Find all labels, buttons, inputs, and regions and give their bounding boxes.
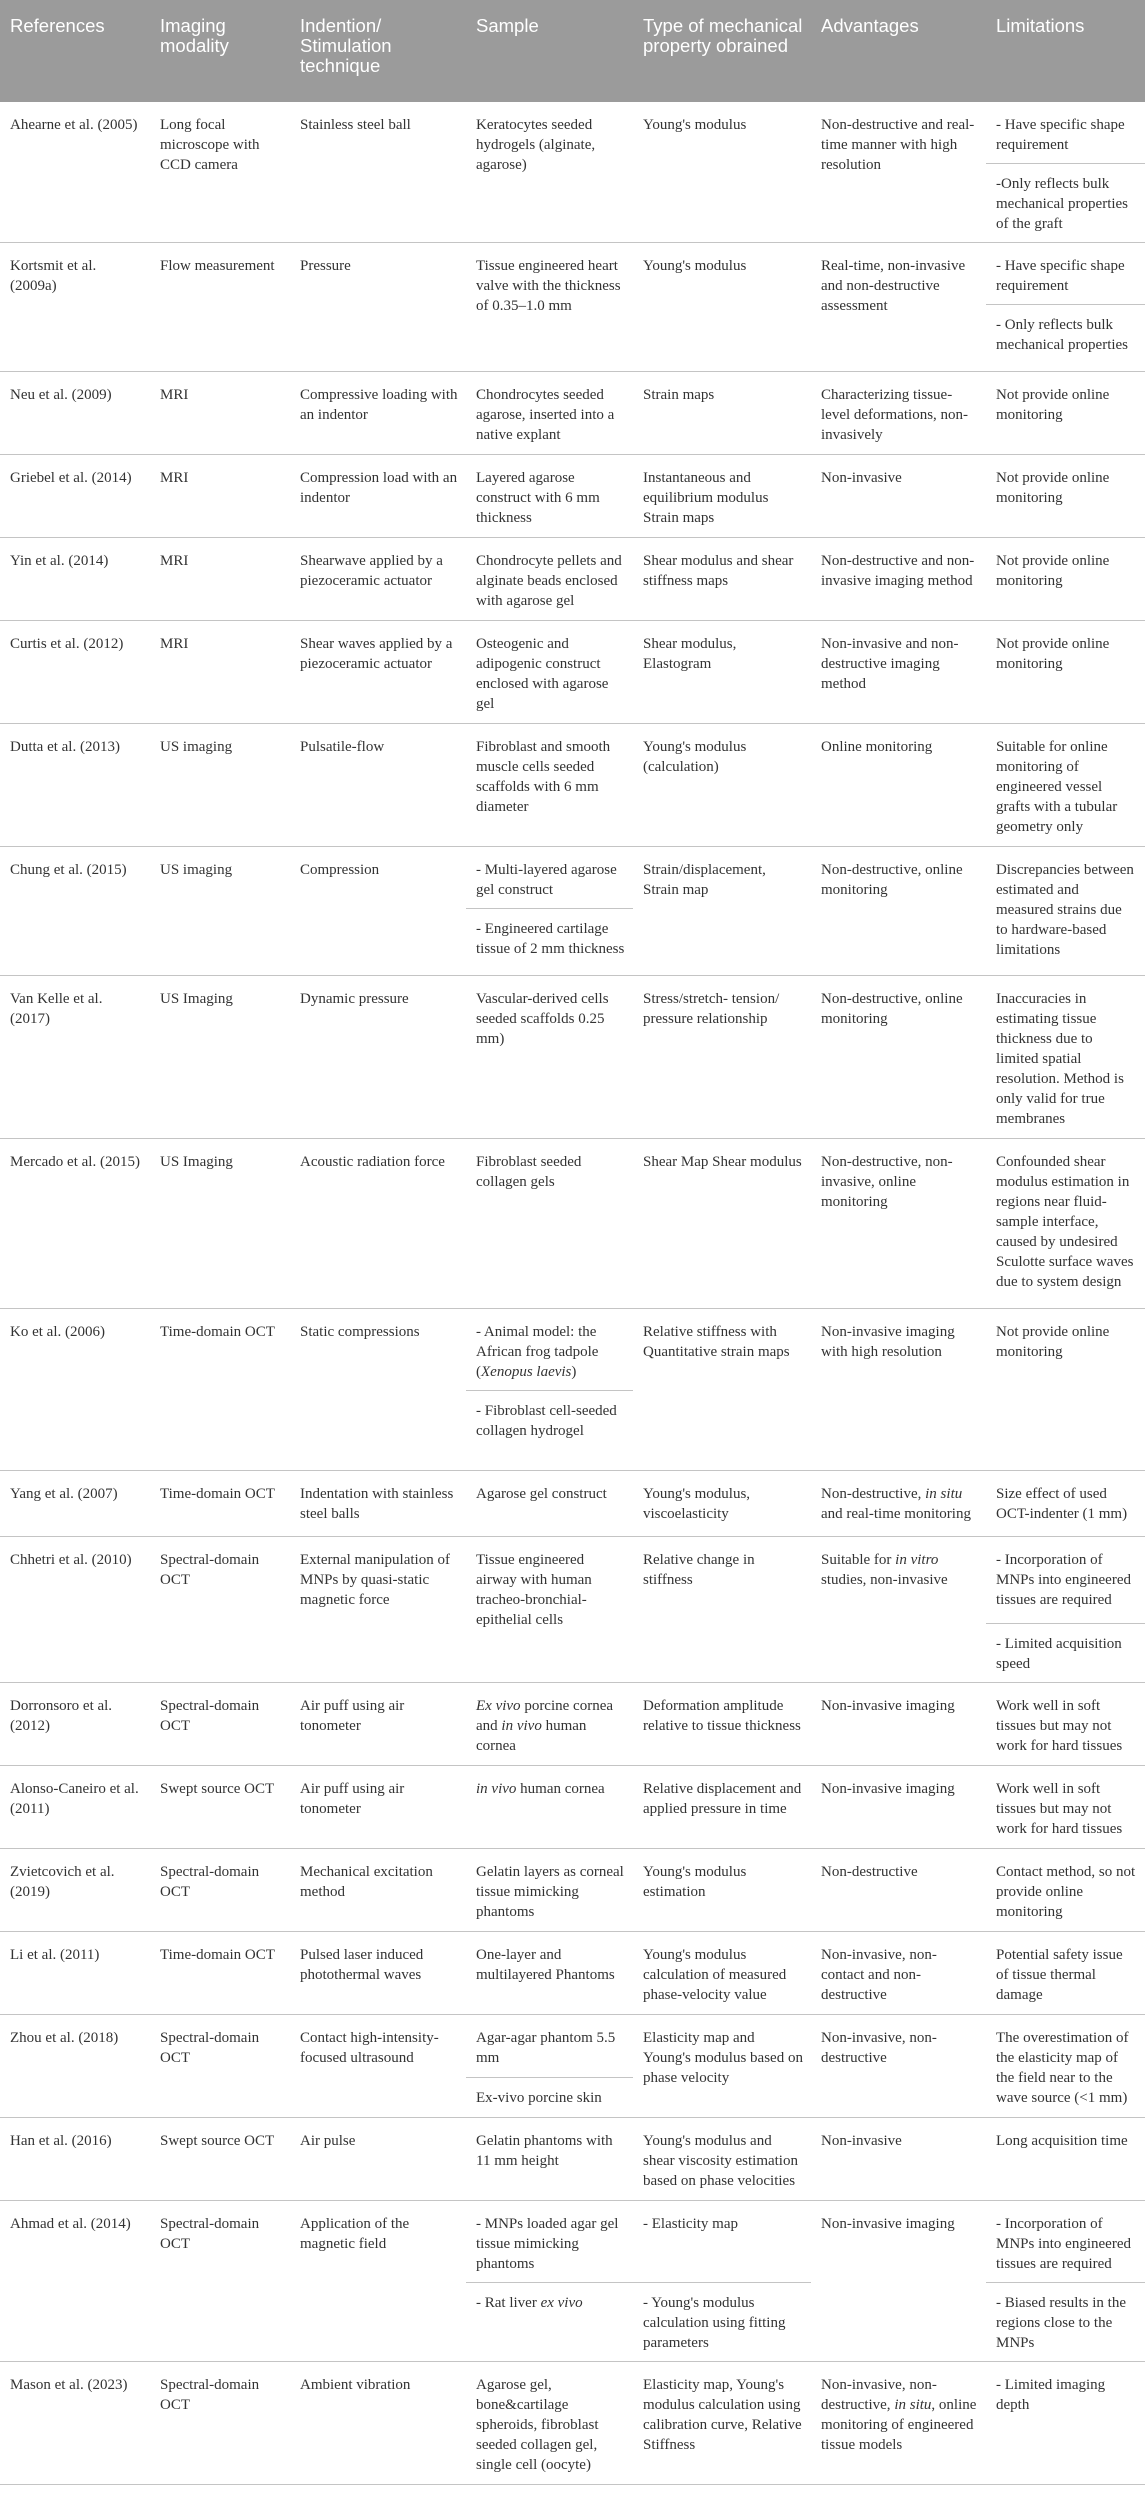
cell-mechanical-property: Young's modulus estimation — [633, 1849, 811, 1932]
table-row — [0, 1849, 1145, 1932]
cell-sample: Agarose gel construct — [466, 1471, 633, 1537]
cell-sample: Chondrocyte pellets and alginate beads enclosed with agarose gel — [466, 538, 633, 621]
cell-mechanical-property: Stress/stretch- tension/ pressure relationship — [633, 976, 811, 1139]
cell-advantages: Non-invasive imaging — [811, 1766, 986, 1849]
cell-imaging-modality: MRI — [150, 538, 290, 621]
header-limitations: Limitations — [986, 0, 1145, 102]
cell-imaging-modality: MRI — [150, 455, 290, 538]
cell-limitation: - Limited imaging depth — [986, 2362, 1145, 2485]
cell-technique: Application of the magnetic field — [290, 2201, 466, 2362]
table-body — [0, 102, 1145, 2485]
cell-limitation: Not provide online monitoring — [986, 455, 1145, 538]
cell-mechanical-property: Relative displacement and applied pressure in time — [633, 1766, 811, 1849]
cell-limitation: -Only reflects bulk mechanical properties of the graft — [986, 164, 1145, 243]
cell-imaging-modality: Time-domain OCT — [150, 1309, 290, 1471]
cell-mechanical-property: - Young's modulus calculation using fitting parameters — [633, 2283, 811, 2362]
cell-technique: Pressure — [290, 243, 466, 372]
cell-limitation: - Have specific shape requirement — [986, 243, 1145, 305]
cell-mechanical-property: Strain maps — [633, 372, 811, 455]
cell-sample: - Rat liver ex vivo — [466, 2283, 633, 2362]
cell-reference: Kortsmit et al. (2009a) — [0, 243, 150, 372]
cell-reference: Ahearne et al. (2005) — [0, 102, 150, 243]
cell-sample: Fibroblast and smooth muscle cells seeded scaffolds with 6 mm diameter — [466, 724, 633, 847]
cell-limitation: - Biased results in the regions close to the MNPs — [986, 2283, 1145, 2362]
cell-technique: Pulsatile-flow — [290, 724, 466, 847]
header-references: References — [0, 0, 150, 102]
cell-reference: Mason et al. (2023) — [0, 2362, 150, 2485]
cell-mechanical-property: Young's modulus — [633, 102, 811, 243]
table-row — [0, 1932, 1145, 2015]
cell-technique: Air puff using air tonometer — [290, 1683, 466, 1766]
cell-sample: Tissue engineered airway with human tracheo-bronchial-epithelial cells — [466, 1537, 633, 1683]
cell-advantages: Online monitoring — [811, 724, 986, 847]
cell-technique: Compressive loading with an indentor — [290, 372, 466, 455]
cell-limitation: Not provide online monitoring — [986, 538, 1145, 621]
cell-advantages: Real-time, non-invasive and non-destructive assessment — [811, 243, 986, 372]
cell-advantages: Non-invasive imaging — [811, 1683, 986, 1766]
cell-technique: Indentation with stainless steel balls — [290, 1471, 466, 1537]
header-stimulation-technique: Indention/ Stimulation technique — [290, 0, 466, 102]
table-row — [0, 2118, 1145, 2201]
cell-advantages: Non-destructive — [811, 1849, 986, 1932]
cell-mechanical-property: Instantaneous and equilibrium modulus Strain maps — [633, 455, 811, 538]
cell-reference: Alonso-Caneiro et al. (2011) — [0, 1766, 150, 1849]
cell-advantages: Non-invasive, non-destructive, in situ, online monitoring of engineered tissue models — [811, 2362, 986, 2485]
cell-limitation: - Incorporation of MNPs into engineered tissues are required — [986, 1537, 1145, 1624]
cell-mechanical-property: - Elasticity map — [633, 2201, 811, 2283]
cell-mechanical-property: Young's modulus and shear viscosity estimation based on phase velocities — [633, 2118, 811, 2201]
cell-sample: Osteogenic and adipogenic construct enclosed with agarose gel — [466, 621, 633, 724]
cell-mechanical-property: Elasticity map, Young's modulus calculation using calibration curve, Relative Stiffness — [633, 2362, 811, 2485]
cell-limitation: Work well in soft tissues but may not work for hard tissues — [986, 1683, 1145, 1766]
cell-imaging-modality: US imaging — [150, 724, 290, 847]
cell-technique: Pulsed laser induced photothermal waves — [290, 1932, 466, 2015]
cell-technique: Acoustic radiation force — [290, 1139, 466, 1309]
cell-technique: Static compressions — [290, 1309, 466, 1471]
cell-advantages: Non-invasive and non-destructive imaging method — [811, 621, 986, 724]
cell-sample: in vivo human cornea — [466, 1766, 633, 1849]
cell-sample: Gelatin layers as corneal tissue mimicking phantoms — [466, 1849, 633, 1932]
cell-limitation: - Have specific shape requirement — [986, 102, 1145, 164]
cell-advantages: Non-destructive and non-invasive imaging method — [811, 538, 986, 621]
cell-imaging-modality: MRI — [150, 372, 290, 455]
cell-imaging-modality: Spectral-domain OCT — [150, 2015, 290, 2118]
cell-imaging-modality: Time-domain OCT — [150, 1471, 290, 1537]
cell-sample: Chondrocytes seeded agarose, inserted into a native explant — [466, 372, 633, 455]
table-row — [0, 1139, 1145, 1309]
cell-technique: Contact high-intensity-focused ultrasound — [290, 2015, 466, 2118]
header-sample: Sample — [466, 0, 633, 102]
table-row — [0, 243, 1145, 305]
cell-advantages: Non-destructive, online monitoring — [811, 976, 986, 1139]
cell-limitation: Long acquisition time — [986, 2118, 1145, 2201]
table-row — [0, 621, 1145, 724]
cell-reference: Dorronsoro et al. (2012) — [0, 1683, 150, 1766]
cell-mechanical-property: Elasticity map and Young's modulus based on phase velocity — [633, 2015, 811, 2118]
cell-imaging-modality: Swept source OCT — [150, 2118, 290, 2201]
table-row — [0, 1309, 1145, 1391]
cell-imaging-modality: Flow measurement — [150, 243, 290, 372]
cell-imaging-modality: Long focal microscope with CCD camera — [150, 102, 290, 243]
header-advantages: Advantages — [811, 0, 986, 102]
cell-mechanical-property: Relative change in stiffness — [633, 1537, 811, 1683]
cell-mechanical-property: Relative stiffness with Quantitative strain maps — [633, 1309, 811, 1471]
cell-imaging-modality: Spectral-domain OCT — [150, 1683, 290, 1766]
cell-sample: Keratocytes seeded hydrogels (alginate, agarose) — [466, 102, 633, 243]
cell-advantages: Non-destructive, online monitoring — [811, 847, 986, 976]
header-mechanical-property: Type of mechanical property obrained — [633, 0, 811, 102]
cell-reference: Chung et al. (2015) — [0, 847, 150, 976]
cell-advantages: Non-destructive and real-time manner with high resolution — [811, 102, 986, 243]
cell-advantages: Characterizing tissue-level deformations, non-invasively — [811, 372, 986, 455]
table-row — [0, 1537, 1145, 1624]
cell-limitation: - Incorporation of MNPs into engineered tissues are required — [986, 2201, 1145, 2283]
cell-technique: Air pulse — [290, 2118, 466, 2201]
cell-imaging-modality: Spectral-domain OCT — [150, 1537, 290, 1683]
cell-sample: - Engineered cartilage tissue of 2 mm thickness — [466, 909, 633, 976]
cell-sample: Tissue engineered heart valve with the thickness of 0.35–1.0 mm — [466, 243, 633, 372]
cell-limitation: Work well in soft tissues but may not work for hard tissues — [986, 1766, 1145, 1849]
cell-technique: Shearwave applied by a piezoceramic actuator — [290, 538, 466, 621]
cell-reference: Neu et al. (2009) — [0, 372, 150, 455]
cell-reference: Van Kelle et al. (2017) — [0, 976, 150, 1139]
cell-advantages: Non-invasive imaging — [811, 2201, 986, 2362]
table-row — [0, 2015, 1145, 2078]
cell-imaging-modality: US Imaging — [150, 976, 290, 1139]
cell-limitation: Not provide online monitoring — [986, 621, 1145, 724]
cell-sample: Layered agarose construct with 6 mm thickness — [466, 455, 633, 538]
cell-reference: Chhetri et al. (2010) — [0, 1537, 150, 1683]
cell-reference: Han et al. (2016) — [0, 2118, 150, 2201]
cell-technique: Dynamic pressure — [290, 976, 466, 1139]
cell-reference: Zhou et al. (2018) — [0, 2015, 150, 2118]
cell-sample: - MNPs loaded agar gel tissue mimicking phantoms — [466, 2201, 633, 2283]
cell-imaging-modality: Spectral-domain OCT — [150, 2201, 290, 2362]
cell-sample: Fibroblast seeded collagen gels — [466, 1139, 633, 1309]
cell-mechanical-property: Young's modulus — [633, 243, 811, 372]
cell-technique: Compression load with an indentor — [290, 455, 466, 538]
cell-technique: Compression — [290, 847, 466, 976]
cell-advantages: Non-destructive, non-invasive, online monitoring — [811, 1139, 986, 1309]
table-row — [0, 102, 1145, 164]
cell-sample: Agar-agar phantom 5.5 mm — [466, 2015, 633, 2078]
table-row — [0, 976, 1145, 1139]
cell-sample: Ex-vivo porcine skin — [466, 2077, 633, 2117]
cell-reference: Griebel et al. (2014) — [0, 455, 150, 538]
header-row — [0, 0, 1145, 102]
cell-sample: Gelatin phantoms with 11 mm height — [466, 2118, 633, 2201]
cell-reference: Ko et al. (2006) — [0, 1309, 150, 1471]
table-row — [0, 724, 1145, 847]
cell-technique: Shear waves applied by a piezoceramic actuator — [290, 621, 466, 724]
table-row — [0, 2362, 1145, 2485]
cell-advantages: Suitable for in vitro studies, non-invasive — [811, 1537, 986, 1683]
cell-imaging-modality: Time-domain OCT — [150, 1932, 290, 2015]
cell-limitation: The overestimation of the elasticity map of the field near to the wave source (<1 mm) — [986, 2015, 1145, 2118]
cell-sample: Vascular-derived cells seeded scaffolds 0.25 mm) — [466, 976, 633, 1139]
cell-technique: Stainless steel ball — [290, 102, 466, 243]
cell-reference: Curtis et al. (2012) — [0, 621, 150, 724]
cell-limitation: Size effect of used OCT-indenter (1 mm) — [986, 1471, 1145, 1537]
cell-technique: External manipulation of MNPs by quasi-static magnetic force — [290, 1537, 466, 1683]
cell-technique: Air puff using air tonometer — [290, 1766, 466, 1849]
table-row — [0, 847, 1145, 909]
table-row — [0, 372, 1145, 455]
cell-mechanical-property: Shear modulus, Elastogram — [633, 621, 811, 724]
cell-advantages: Non-invasive imaging with high resolution — [811, 1309, 986, 1471]
cell-limitation: Contact method, so not provide online monitoring — [986, 1849, 1145, 1932]
cell-reference: Li et al. (2011) — [0, 1932, 150, 2015]
cell-limitation: Not provide online monitoring — [986, 1309, 1145, 1471]
cell-mechanical-property: Strain/displacement, Strain map — [633, 847, 811, 976]
cell-reference: Yang et al. (2007) — [0, 1471, 150, 1537]
table-row — [0, 455, 1145, 538]
cell-mechanical-property: Shear modulus and shear stiffness maps — [633, 538, 811, 621]
cell-sample: Agarose gel, bone&cartilage spheroids, fibroblast seeded collagen gel, single cell (oocyte) — [466, 2362, 633, 2485]
cell-limitation: - Limited acquisition speed — [986, 1624, 1145, 1683]
cell-limitation: Potential safety issue of tissue thermal damage — [986, 1932, 1145, 2015]
cell-advantages: Non-invasive — [811, 2118, 986, 2201]
cell-limitation: Suitable for online monitoring of engineered vessel grafts with a tubular geometry only — [986, 724, 1145, 847]
cell-sample: - Multi-layered agarose gel construct — [466, 847, 633, 909]
cell-mechanical-property: Young's modulus calculation of measured phase-velocity value — [633, 1932, 811, 2015]
cell-technique: Mechanical excitation method — [290, 1849, 466, 1932]
cell-mechanical-property: Young's modulus (calculation) — [633, 724, 811, 847]
cell-sample: Ex vivo porcine cornea and in vivo human cornea — [466, 1683, 633, 1766]
cell-technique: Ambient vibration — [290, 2362, 466, 2485]
cell-sample: - Fibroblast cell-seeded collagen hydrogel — [466, 1391, 633, 1471]
cell-mechanical-property: Deformation amplitude relative to tissue thickness — [633, 1683, 811, 1766]
cell-advantages: Non-invasive, non-destructive — [811, 2015, 986, 2118]
cell-imaging-modality: US imaging — [150, 847, 290, 976]
cell-imaging-modality: Spectral-domain OCT — [150, 2362, 290, 2485]
cell-sample: - Animal model: the African frog tadpole (Xenopus laevis) — [466, 1309, 633, 1391]
table-row — [0, 1471, 1145, 1537]
cell-reference: Yin et al. (2014) — [0, 538, 150, 621]
table-header — [0, 0, 1145, 102]
header-imaging-modality: Imaging modality — [150, 0, 290, 102]
cell-reference: Zvietcovich et al. (2019) — [0, 1849, 150, 1932]
cell-limitation: Confounded shear modulus estimation in regions near fluid-sample interface, caused by undesired Sculotte surface waves due to system design — [986, 1139, 1145, 1309]
cell-reference: Dutta et al. (2013) — [0, 724, 150, 847]
cell-limitation: Not provide online monitoring — [986, 372, 1145, 455]
cell-advantages: Non-invasive, non-contact and non-destructive — [811, 1932, 986, 2015]
cell-imaging-modality: MRI — [150, 621, 290, 724]
cell-reference: Mercado et al. (2015) — [0, 1139, 150, 1309]
cell-reference: Ahmad et al. (2014) — [0, 2201, 150, 2362]
table-row — [0, 1683, 1145, 1766]
cell-sample: One-layer and multilayered Phantoms — [466, 1932, 633, 2015]
cell-advantages: Non-invasive — [811, 455, 986, 538]
table-row — [0, 538, 1145, 621]
cell-imaging-modality: US Imaging — [150, 1139, 290, 1309]
cell-limitation: - Only reflects bulk mechanical properties — [986, 305, 1145, 372]
cell-limitation: Discrepancies between estimated and measured strains due to hardware-based limitations — [986, 847, 1145, 976]
cell-imaging-modality: Spectral-domain OCT — [150, 1849, 290, 1932]
cell-imaging-modality: Swept source OCT — [150, 1766, 290, 1849]
cell-mechanical-property: Shear Map Shear modulus — [633, 1139, 811, 1309]
cell-limitation: Inaccuracies in estimating tissue thickness due to limited spatial resolution. Method is only valid for true membranes — [986, 976, 1145, 1139]
table-row — [0, 2201, 1145, 2283]
cell-mechanical-property: Young's modulus, viscoelasticity — [633, 1471, 811, 1537]
table-row — [0, 1766, 1145, 1849]
cell-advantages: Non-destructive, in situ and real-time monitoring — [811, 1471, 986, 1537]
